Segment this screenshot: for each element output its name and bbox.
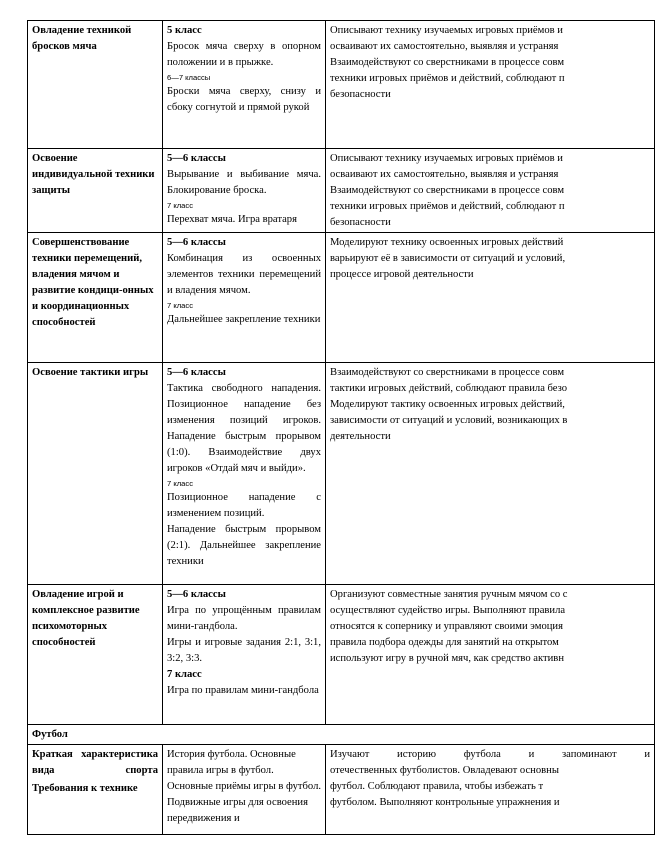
activity-line: тактики игровых действий, соблюдают правила безо <box>330 383 568 394</box>
topic-title: Овладение игрой и комплексное развитие психомоторных способностей <box>32 589 140 648</box>
section-title: Футбол <box>28 725 655 745</box>
grade-label: 6—7 классы <box>167 73 211 82</box>
activity-line: Взаимодействуют со сверстниками в процессе совм <box>330 57 565 68</box>
activity-line: техники игровых приёмов и действий, соблюдают п <box>330 201 565 212</box>
content-paragraph: Вырывание и выбивание мяча. Блокирование броска. <box>167 169 321 196</box>
topic-title: Требования к технике <box>32 783 138 794</box>
activity-line: осуществляют судейство игры. Выполняют правила <box>330 605 566 616</box>
activity-cell <box>326 585 655 725</box>
activity-line: осваивают их самостоятельно, выявляя и устраняя <box>330 41 559 52</box>
table-row <box>28 233 655 363</box>
topic-cell <box>28 149 163 233</box>
topic-title: Освоение тактики игры <box>32 367 149 378</box>
activity-line: зависимости от ситуаций и условий, возникающих в <box>330 415 568 426</box>
content-paragraph: Нападение быстрым прорывом (2:1). Дальнейшее закрепление техники <box>167 524 321 567</box>
content-paragraph: Тактика свободного нападения. Позиционное нападение без изменения позиций игроков. Нападение быстрым прорывом (1:0). Взаимодействие двух игроков «Отдай мяч и выйди». <box>167 383 321 474</box>
table-row <box>28 363 655 585</box>
activity-line: безопасности <box>330 89 391 100</box>
activity-line: безопасности <box>330 217 391 228</box>
grade-label: 7 класс <box>167 669 202 680</box>
content-paragraph: Бросок мяча сверху в опорном положении и в прыжке. <box>167 41 321 68</box>
content-paragraph: Комбинация из освоенных элементов техники перемещений и владения мячом. <box>167 253 321 296</box>
activity-line: правила подбора одежды для занятий на открытом <box>330 637 559 648</box>
grade-label: 5—6 классы <box>167 367 226 378</box>
grade-label: 7 класс <box>167 201 193 210</box>
table-row <box>28 149 655 233</box>
activity-line: Моделируют тактику освоенных игровых действий, <box>330 399 565 410</box>
grade-label: 5—6 классы <box>167 153 226 164</box>
activity-cell <box>326 149 655 233</box>
activity-line: Моделируют технику освоенных игровых действий <box>330 237 564 248</box>
topic-title: Освоение индивидуальной техники защиты <box>32 153 155 196</box>
activity-line: Изучают историю футбола и запоминают и <box>330 749 650 760</box>
activity-line: осваивают их самостоятельно, выявляя и устраняя <box>330 169 559 180</box>
activity-line: Описывают технику изучаемых игровых приёмов и <box>330 25 563 36</box>
content-paragraph: Броски мяча сверху, снизу и сбоку согнутой и прямой рукой <box>167 86 321 113</box>
content-paragraph: Позиционное нападение с изменением позиций. <box>167 492 321 519</box>
activity-line: процессе игровой деятельности <box>330 269 474 280</box>
table-row <box>28 21 655 149</box>
activity-cell <box>326 21 655 149</box>
activity-line: относятся к сопернику и управляют своими эмоция <box>330 621 563 632</box>
section-row <box>28 725 655 745</box>
activity-line: футболом. Выполняют контрольные упражнения и <box>330 797 560 808</box>
content-paragraph: Дальнейшее закрепление техники <box>167 314 321 325</box>
activity-line: футбол. Соблюдают правила, чтобы избежать т <box>330 781 544 792</box>
content-cell <box>163 233 326 363</box>
activity-cell <box>326 363 655 585</box>
table-row <box>28 585 655 725</box>
content-paragraph: История футбола. Основные правила игры в футбол. Основные приёмы игры в футбол. Подвижные игры для освоения передвижения и <box>167 749 322 824</box>
topic-cell <box>28 21 163 149</box>
grade-label: 5 класс <box>167 25 202 36</box>
content-paragraph: Игры и игровые задания 2:1, 3:1, 3:2, 3:3. <box>167 637 321 664</box>
activity-cell <box>326 233 655 363</box>
topic-cell <box>28 585 163 725</box>
topic-cell <box>28 363 163 585</box>
topic-title: Совершенствование техники перемещений, владения мячом и развитие кондици-онных и координационных способностей <box>32 237 154 328</box>
topic-cell <box>28 233 163 363</box>
grade-label: 5—6 классы <box>167 237 226 248</box>
grade-label: 5—6 классы <box>167 589 226 600</box>
content-paragraph: Игра по упрощённым правилам мини-гандбола. <box>167 605 321 632</box>
content-cell <box>163 21 326 149</box>
activity-line: Организуют совместные занятия ручным мячом со с <box>330 589 568 600</box>
grade-label: 7 класс <box>167 479 193 488</box>
topic-cell <box>28 745 163 835</box>
grade-label: 7 класс <box>167 301 193 310</box>
activity-line: Взаимодействуют со сверстниками в процессе совм <box>330 367 565 378</box>
activity-line: деятельности <box>330 431 391 442</box>
activity-cell <box>326 745 655 835</box>
activity-line: техники игровых приёмов и действий, соблюдают п <box>330 73 565 84</box>
content-paragraph: Перехват мяча. Игра вратаря <box>167 214 297 225</box>
activity-line: Описывают технику изучаемых игровых приёмов и <box>330 153 563 164</box>
curriculum-table <box>27 20 655 835</box>
content-cell <box>163 745 326 835</box>
topic-title: Краткая характеристика вида спорта <box>32 749 158 776</box>
activity-line: отечественных футболистов. Овладевают основны <box>330 765 559 776</box>
table-body <box>28 21 655 835</box>
content-cell <box>163 585 326 725</box>
activity-line: варьируют её в зависимости от ситуаций и условий, <box>330 253 566 264</box>
topic-title: Овладение техникой бросков мяча <box>32 25 132 52</box>
activity-line: используют игру в ручной мяч, как средство активн <box>330 653 564 664</box>
document-page <box>27 20 650 842</box>
table-row <box>28 745 655 835</box>
content-cell <box>163 149 326 233</box>
content-paragraph: Игра по правилам мини-гандбола <box>167 685 319 696</box>
activity-line: Взаимодействуют со сверстниками в процессе совм <box>330 185 565 196</box>
content-cell <box>163 363 326 585</box>
